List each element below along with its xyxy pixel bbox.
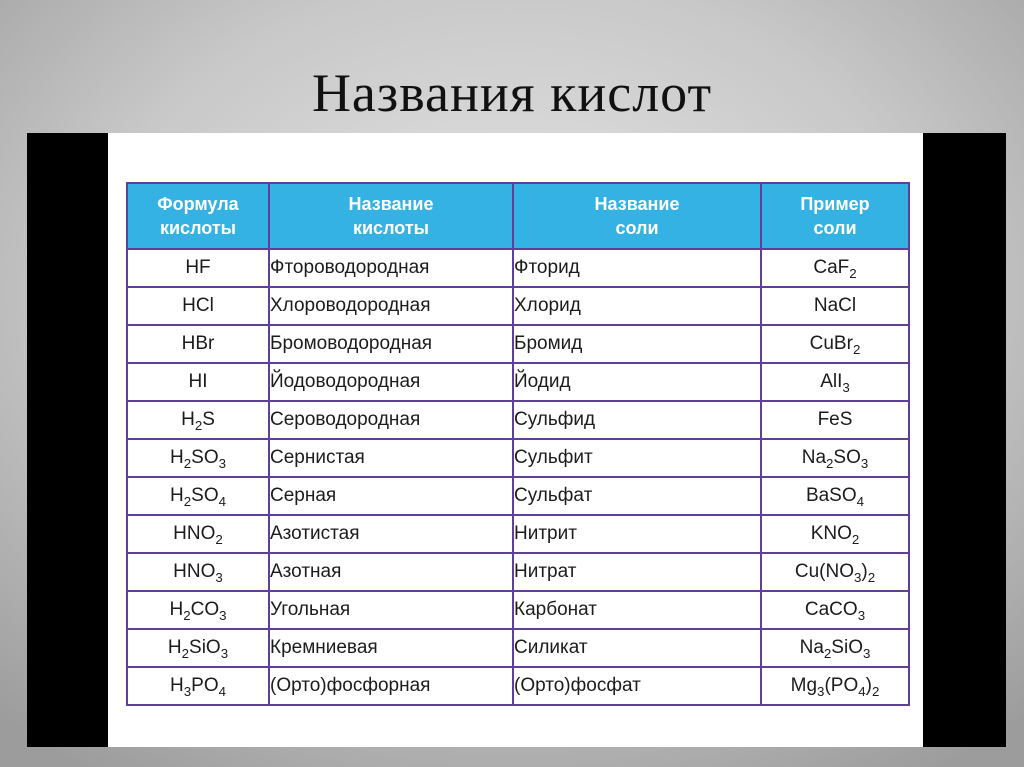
acid-name-cell: Азотистая: [269, 515, 513, 553]
header-line: Название: [348, 194, 434, 214]
acid-formula-cell: HCl: [127, 287, 269, 325]
salt-example-cell: $Na_2SO_3$: [761, 439, 909, 477]
slide-title: Названия кислот: [311, 63, 713, 123]
header-salt-example: [761, 183, 909, 249]
salt-example-cell: $Mg_3(PO_4)_2$: [761, 667, 909, 705]
salt-example-cell: CuBr$_2$: [761, 325, 909, 363]
salt-name-cell: Йодид: [513, 363, 761, 401]
salt-example-cell: $Na_2SiO_3$: [761, 629, 909, 667]
salt-example-cell: $Cu(NO_3)_2$: [761, 553, 909, 591]
table-row: [127, 363, 909, 401]
table-row: [127, 249, 909, 287]
table-row: [127, 439, 909, 477]
acid-name-cell: Угольная: [269, 591, 513, 629]
acid-name-cell: Серная: [269, 477, 513, 515]
salt-example-cell: FeS: [761, 401, 909, 439]
header-line: соли: [813, 218, 857, 238]
salt-name-cell: Фторид: [513, 249, 761, 287]
acid-name-cell: Фтороводородная: [269, 249, 513, 287]
acid-formula-cell: $H_3PO_4$: [127, 667, 269, 705]
header-salt-name: [513, 183, 761, 249]
acid-formula-cell: $H_2SiO_3$: [127, 629, 269, 667]
acids-table: [126, 182, 910, 706]
salt-example-cell: AlI$_3$: [761, 363, 909, 401]
acid-name-cell: Азотная: [269, 553, 513, 591]
salt-name-cell: Нитрит: [513, 515, 761, 553]
table-row: [127, 629, 909, 667]
table-row: [127, 325, 909, 363]
acid-name-cell: (Орто)фосфорная: [269, 667, 513, 705]
salt-example-cell: $KNO_2$: [761, 515, 909, 553]
table-row: [127, 477, 909, 515]
acid-formula-cell: $HNO_3$: [127, 553, 269, 591]
acid-name-cell: Йодоводородная: [269, 363, 513, 401]
salt-name-cell: (Орто)фосфат: [513, 667, 761, 705]
acid-formula-cell: HBr: [127, 325, 269, 363]
acid-formula-cell: $HNO_2$: [127, 515, 269, 553]
acid-name-cell: Хлороводородная: [269, 287, 513, 325]
header-line: соли: [615, 218, 659, 238]
salt-example-cell: CaCO$_3$: [761, 591, 909, 629]
salt-name-cell: Карбонат: [513, 591, 761, 629]
header-line: кислоты: [159, 218, 237, 238]
salt-name-cell: Сульфат: [513, 477, 761, 515]
header-line: Формула: [157, 194, 239, 214]
salt-name-cell: Хлорид: [513, 287, 761, 325]
acid-name-cell: Кремниевая: [269, 629, 513, 667]
header-line: кислоты: [352, 218, 430, 238]
salt-name-cell: Сульфит: [513, 439, 761, 477]
table-row: [127, 667, 909, 705]
acid-formula-cell: HF: [127, 249, 269, 287]
table-row: [127, 515, 909, 553]
acid-name-cell: Бромоводородная: [269, 325, 513, 363]
acid-name-cell: Сернистая: [269, 439, 513, 477]
table-row: [127, 401, 909, 439]
salt-example-cell: BaSO$_4$: [761, 477, 909, 515]
salt-name-cell: Нитрат: [513, 553, 761, 591]
salt-name-cell: Сульфид: [513, 401, 761, 439]
salt-name-cell: Бромид: [513, 325, 761, 363]
acid-formula-cell: HI: [127, 363, 269, 401]
header-line: Пример: [800, 194, 870, 214]
salt-example-cell: CaF$_2$: [761, 249, 909, 287]
table-row: [127, 591, 909, 629]
acid-name-cell: Сероводородная: [269, 401, 513, 439]
header-line: Название: [594, 194, 680, 214]
header-acid-name: [269, 183, 513, 249]
acid-formula-cell: $H_2S$: [127, 401, 269, 439]
salt-example-cell: NaCl: [761, 287, 909, 325]
salt-name-cell: Силикат: [513, 629, 761, 667]
acid-formula-cell: $H_2SO_3$: [127, 439, 269, 477]
header-acid-formula: [127, 183, 269, 249]
acid-formula-cell: $H_2SO_4$: [127, 477, 269, 515]
table-row: [127, 553, 909, 591]
table-row: [127, 287, 909, 325]
acid-formula-cell: $H_2CO_3$: [127, 591, 269, 629]
table-header-row: [127, 183, 909, 249]
